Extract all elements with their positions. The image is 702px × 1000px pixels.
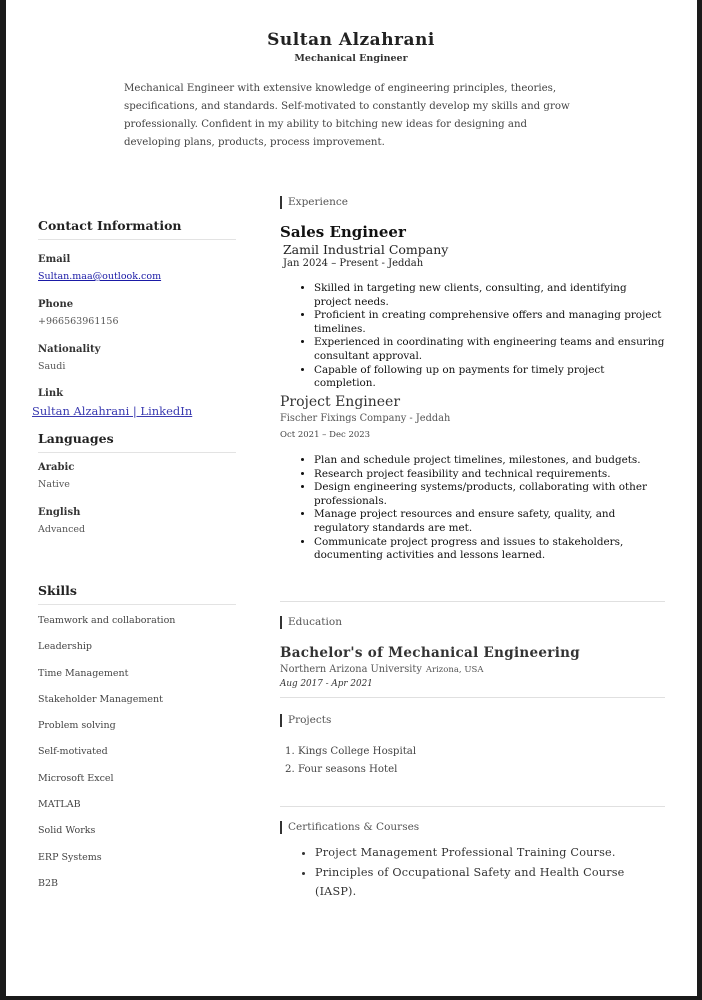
job-entry: [280, 223, 665, 391]
resume-header: [0, 30, 702, 64]
skill-item: ERP Systems: [38, 851, 102, 863]
job-title: Sales Engineer: [280, 223, 406, 241]
job-bullets: [280, 454, 665, 563]
contact-heading: Contact Information: [38, 218, 236, 240]
skill-item: MATLAB: [38, 799, 81, 811]
degree-title: Bachelor's of Mechanical Engineering: [280, 645, 580, 661]
languages-heading: Languages: [38, 431, 236, 453]
page-border-left: [0, 0, 6, 1000]
job-bullets: [280, 282, 665, 391]
page-border-bottom: [0, 996, 702, 1000]
job-bullet: • Design engineering systems/products, collaborating with other professionals.: [314, 481, 665, 508]
nationality-value: Saudi: [38, 361, 66, 372]
certification-item: • Project Management Professional Training Course.: [315, 843, 665, 863]
skills-list: [38, 614, 236, 903]
skill-item: Stakeholder Management: [38, 693, 163, 705]
language-item: [38, 462, 236, 490]
section-divider: [280, 806, 665, 807]
language-level: Native: [38, 479, 70, 490]
job-bullet: • Research project feasibility and technical requirements.: [314, 468, 665, 482]
page-border-right: [697, 0, 702, 1000]
projects-section: [280, 714, 665, 779]
education-date: Aug 2017 - Apr 2021: [280, 679, 373, 689]
skill-item: Teamwork and collaboration: [38, 615, 176, 626]
certifications-heading: Certifications & Courses: [280, 821, 665, 834]
linkedin-link[interactable]: Sultan Alzahrani | LinkedIn: [32, 404, 193, 418]
skill-item: Leadership: [38, 641, 92, 653]
link-label: Link: [38, 388, 64, 399]
job-company: Zamil Industrial Company: [283, 242, 449, 257]
projects-heading: Projects: [280, 714, 665, 727]
school-location: Arizona, USA: [425, 665, 484, 675]
experience-heading: Experience: [280, 196, 665, 209]
project-item: 1. Kings College Hospital: [298, 743, 665, 761]
skill-item: B2B: [38, 877, 59, 889]
education-heading: Education: [280, 616, 665, 629]
email-link[interactable]: Sultan.maa@outlook.com: [38, 271, 162, 282]
skill-item: Time Management: [38, 667, 129, 679]
job-bullet: • Experienced in coordinating with engineering teams and ensuring consultant approval.: [314, 336, 665, 363]
job-bullet: • Capable of following up on payments for timely project completion.: [314, 364, 665, 391]
job-company: Fischer Fixings Company - Jeddah: [280, 413, 451, 424]
phone-value: +966563961156: [38, 316, 119, 327]
job-bullet: • Proficient in creating comprehensive offers and managing project timelines.: [314, 309, 665, 336]
skill-item: Problem solving: [38, 720, 116, 732]
job-date: Jan 2024 – Present - Jeddah: [283, 258, 424, 269]
certifications-section: [280, 821, 665, 902]
candidate-name: Sultan Alzahrani: [267, 30, 435, 50]
skill-item: Solid Works: [38, 825, 96, 837]
education-section: [280, 616, 665, 689]
nationality-label: Nationality: [38, 344, 101, 355]
project-item: 2. Four seasons Hotel: [298, 761, 665, 779]
section-divider: [280, 601, 665, 602]
experience-section: [280, 196, 665, 391]
school-name: Northern Arizona University: [280, 664, 422, 675]
job-bullet: • Manage project resources and ensure safety, quality, and regulatory standards are met.: [314, 508, 665, 535]
email-value: [38, 271, 236, 282]
job-date: Oct 2021 – Dec 2023: [280, 430, 371, 440]
school-line: [280, 664, 665, 675]
job-bullet: • Skilled in targeting new clients, consulting, and identifying project needs.: [314, 282, 665, 309]
candidate-title: Mechanical Engineer: [294, 53, 408, 64]
skills-heading: Skills: [38, 583, 236, 605]
language-name: English: [38, 507, 81, 518]
phone-label: Phone: [38, 299, 74, 310]
projects-list: [280, 743, 665, 779]
email-block: [38, 254, 236, 282]
language-item: [38, 507, 236, 535]
language-level: Advanced: [38, 524, 86, 535]
phone-block: [38, 299, 236, 327]
job-bullet: • Communicate project progress and issues to stakeholders, documenting activities and lessons learned.: [314, 536, 665, 563]
certification-item: • Principles of Occupational Safety and Health Course (IASP).: [315, 863, 665, 902]
nationality-block: [38, 344, 236, 372]
certifications-list: [280, 843, 665, 902]
skill-item: Microsoft Excel: [38, 772, 114, 784]
job-bullet: • Plan and schedule project timelines, milestones, and budgets.: [314, 454, 665, 468]
link-block: [38, 388, 236, 399]
section-divider: [280, 697, 665, 698]
skill-item: Self-motivated: [38, 746, 108, 758]
job-title: Project Engineer: [280, 394, 401, 410]
language-name: Arabic: [38, 462, 75, 473]
sidebar: [38, 218, 236, 399]
profile-summary: Mechanical Engineer with extensive knowledge of engineering principles, theories, specifications, and standards. Self-motivated to constantly develop my skills and grow professionally. Confident in my ability to bitching new ideas for designing and developing plans, products, process improvement.: [124, 83, 570, 148]
skills-section: [38, 583, 236, 903]
job-entry: [280, 394, 665, 563]
email-label: Email: [38, 254, 71, 265]
languages-section: [38, 431, 236, 535]
